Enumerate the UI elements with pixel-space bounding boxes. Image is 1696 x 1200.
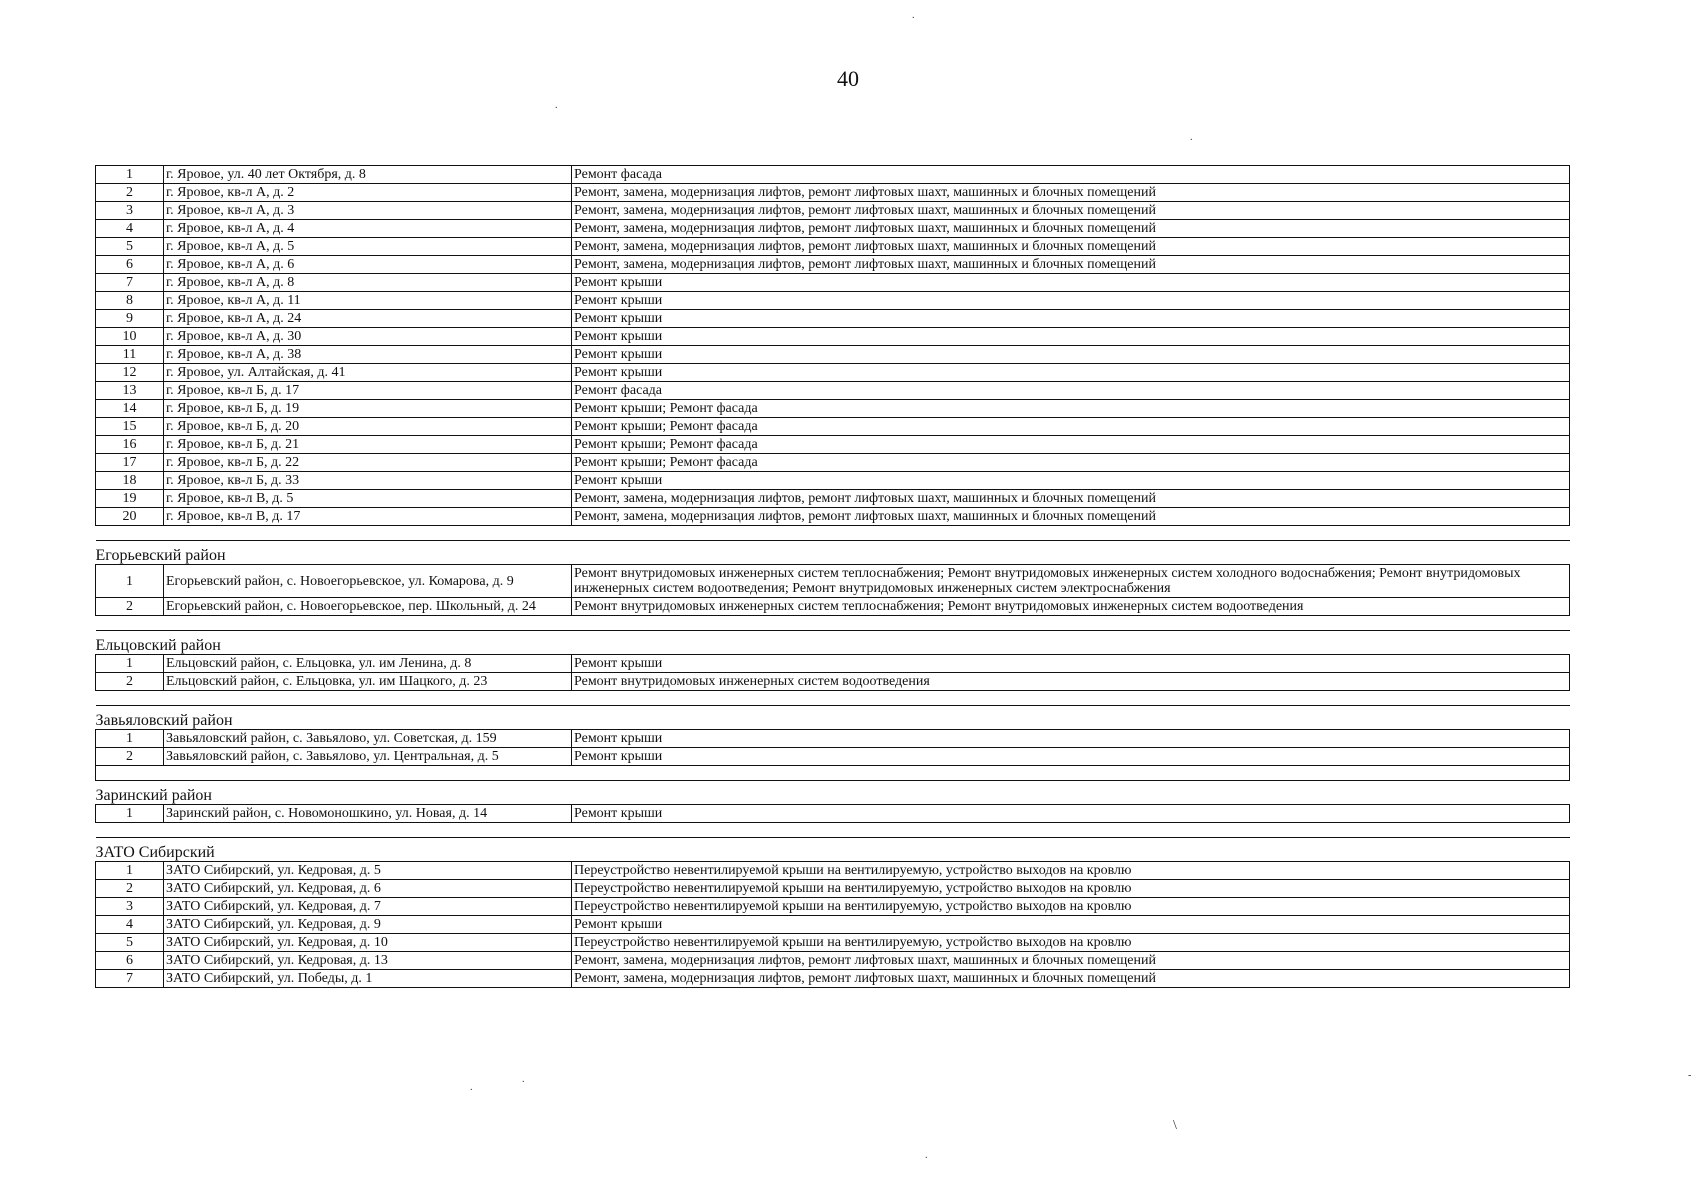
table-row — [96, 292, 1570, 310]
district-heading-row — [96, 706, 1570, 730]
table-row — [96, 220, 1570, 238]
scan-speck: \ — [1173, 1118, 1177, 1133]
row-address: Егорьевский район, с. Новоегорьевское, ул. Комарова, д. 9 — [164, 565, 572, 598]
row-work: Ремонт крыши — [572, 310, 1570, 328]
district-heading-row — [96, 838, 1570, 862]
row-number: 7 — [96, 274, 164, 292]
row-number: 3 — [96, 202, 164, 220]
row-work: Ремонт крыши — [572, 730, 1570, 748]
row-number: 1 — [96, 862, 164, 880]
row-address: г. Яровое, кв-л А, д. 38 — [164, 346, 572, 364]
row-address: ЗАТО Сибирский, ул. Кедровая, д. 10 — [164, 934, 572, 952]
table-row — [96, 202, 1570, 220]
row-work: Ремонт, замена, модернизация лифтов, ремонт лифтовых шахт, машинных и блочных помещений — [572, 952, 1570, 970]
row-number: 1 — [96, 805, 164, 823]
row-number: 7 — [96, 970, 164, 988]
district-heading: Заринский район — [96, 781, 1570, 805]
row-work: Ремонт крыши — [572, 472, 1570, 490]
row-address: г. Яровое, кв-л Б, д. 20 — [164, 418, 572, 436]
scan-speck: . — [470, 1082, 473, 1093]
row-work: Ремонт крыши; Ремонт фасада — [572, 454, 1570, 472]
table-row — [96, 748, 1570, 766]
table-row — [96, 862, 1570, 880]
row-work: Ремонт крыши; Ремонт фасада — [572, 400, 1570, 418]
row-work: Ремонт крыши — [572, 292, 1570, 310]
row-work: Ремонт внутридомовых инженерных систем теплоснабжения; Ремонт внутридомовых инженерных систем водоотведения — [572, 598, 1570, 616]
row-address: ЗАТО Сибирский, ул. Кедровая, д. 7 — [164, 898, 572, 916]
row-address: ЗАТО Сибирский, ул. Кедровая, д. 13 — [164, 952, 572, 970]
district-heading-row — [96, 781, 1570, 805]
row-work: Ремонт, замена, модернизация лифтов, ремонт лифтовых шахт, машинных и блочных помещений — [572, 184, 1570, 202]
row-address: г. Яровое, ул. 40 лет Октября, д. 8 — [164, 166, 572, 184]
row-address: г. Яровое, ул. Алтайская, д. 41 — [164, 364, 572, 382]
row-number: 2 — [96, 673, 164, 691]
table-row — [96, 490, 1570, 508]
table-row — [96, 166, 1570, 184]
table-row — [96, 454, 1570, 472]
table-row — [96, 274, 1570, 292]
row-address: Ельцовский район, с. Ельцовка, ул. им Шацкого, д. 23 — [164, 673, 572, 691]
row-address: г. Яровое, кв-л Б, д. 22 — [164, 454, 572, 472]
scan-speck: - — [1688, 1070, 1692, 1081]
row-address: г. Яровое, кв-л А, д. 30 — [164, 328, 572, 346]
row-number: 1 — [96, 730, 164, 748]
repair-table — [95, 165, 1570, 988]
row-work: Ремонт, замена, модернизация лифтов, ремонт лифтовых шахт, машинных и блочных помещений — [572, 202, 1570, 220]
row-number: 4 — [96, 916, 164, 934]
row-work: Ремонт, замена, модернизация лифтов, ремонт лифтовых шахт, машинных и блочных помещений — [572, 490, 1570, 508]
table-row — [96, 565, 1570, 598]
table-row — [96, 508, 1570, 526]
row-work: Ремонт внутридомовых инженерных систем теплоснабжения; Ремонт внутридомовых инженерных систем холодного водоснабжения; Ремонт внутридомовых инженерных систем водоотведения; Ремонт внутридомовых инженерных систем электроснабжения — [572, 565, 1570, 598]
spacer-cell — [96, 691, 1570, 706]
row-address: ЗАТО Сибирский, ул. Кедровая, д. 5 — [164, 862, 572, 880]
spacer-cell — [96, 823, 1570, 838]
row-address: г. Яровое, кв-л А, д. 8 — [164, 274, 572, 292]
table-row — [96, 898, 1570, 916]
row-address: Завьяловский район, с. Завьялово, ул. Советская, д. 159 — [164, 730, 572, 748]
row-number: 16 — [96, 436, 164, 454]
scan-speck: . — [912, 10, 915, 21]
row-number: 8 — [96, 292, 164, 310]
row-address: Заринский район, с. Новомоношкино, ул. Новая, д. 14 — [164, 805, 572, 823]
scan-speck: . — [555, 100, 558, 111]
row-number: 3 — [96, 898, 164, 916]
spacer-cell — [96, 526, 1570, 541]
row-address: г. Яровое, кв-л Б, д. 33 — [164, 472, 572, 490]
spacer-cell — [96, 616, 1570, 631]
row-address: Завьяловский район, с. Завьялово, ул. Центральная, д. 5 — [164, 748, 572, 766]
row-number: 1 — [96, 166, 164, 184]
table-row — [96, 970, 1570, 988]
table-row — [96, 472, 1570, 490]
row-number: 1 — [96, 565, 164, 598]
row-work: Ремонт внутридомовых инженерных систем водоотведения — [572, 673, 1570, 691]
row-address: г. Яровое, кв-л Б, д. 21 — [164, 436, 572, 454]
row-number: 9 — [96, 310, 164, 328]
row-work: Ремонт крыши — [572, 805, 1570, 823]
row-number: 2 — [96, 880, 164, 898]
repair-table-body — [96, 166, 1570, 988]
row-work: Ремонт, замена, модернизация лифтов, ремонт лифтовых шахт, машинных и блочных помещений — [572, 238, 1570, 256]
row-address: г. Яровое, кв-л А, д. 2 — [164, 184, 572, 202]
row-work: Ремонт фасада — [572, 382, 1570, 400]
table-row — [96, 598, 1570, 616]
row-work: Ремонт крыши; Ремонт фасада — [572, 436, 1570, 454]
row-address: ЗАТО Сибирский, ул. Кедровая, д. 9 — [164, 916, 572, 934]
table-row — [96, 256, 1570, 274]
table-row — [96, 238, 1570, 256]
district-heading: Завьяловский район — [96, 706, 1570, 730]
row-number: 20 — [96, 508, 164, 526]
table-row — [96, 328, 1570, 346]
row-address: г. Яровое, кв-л А, д. 4 — [164, 220, 572, 238]
row-number: 2 — [96, 748, 164, 766]
row-work: Ремонт, замена, модернизация лифтов, ремонт лифтовых шахт, машинных и блочных помещений — [572, 256, 1570, 274]
row-number: 18 — [96, 472, 164, 490]
row-work: Переустройство невентилируемой крыши на вентилируемую, устройство выходов на кровлю — [572, 862, 1570, 880]
spacer-cell — [96, 766, 1570, 781]
district-heading: Егорьевский район — [96, 541, 1570, 565]
scan-speck: . — [1190, 132, 1193, 143]
table-row — [96, 310, 1570, 328]
table-row — [96, 655, 1570, 673]
page-number: 40 — [837, 66, 859, 91]
row-address: ЗАТО Сибирский, ул. Победы, д. 1 — [164, 970, 572, 988]
section-spacer — [96, 691, 1570, 706]
table-row — [96, 730, 1570, 748]
section-spacer — [96, 616, 1570, 631]
table-row — [96, 436, 1570, 454]
row-number: 11 — [96, 346, 164, 364]
district-heading-row — [96, 541, 1570, 565]
district-heading: Ельцовский район — [96, 631, 1570, 655]
row-number: 4 — [96, 220, 164, 238]
table-row — [96, 418, 1570, 436]
row-number: 2 — [96, 598, 164, 616]
table-row — [96, 382, 1570, 400]
table-row — [96, 934, 1570, 952]
row-work: Ремонт крыши — [572, 346, 1570, 364]
row-number: 14 — [96, 400, 164, 418]
table-row — [96, 346, 1570, 364]
row-address: Ельцовский район, с. Ельцовка, ул. им Ленина, д. 8 — [164, 655, 572, 673]
row-address: г. Яровое, кв-л А, д. 6 — [164, 256, 572, 274]
row-work: Ремонт крыши — [572, 274, 1570, 292]
row-number: 17 — [96, 454, 164, 472]
row-address: г. Яровое, кв-л А, д. 24 — [164, 310, 572, 328]
row-work: Ремонт крыши — [572, 364, 1570, 382]
district-heading-row — [96, 631, 1570, 655]
row-number: 1 — [96, 655, 164, 673]
row-work: Ремонт крыши — [572, 748, 1570, 766]
repair-register — [95, 165, 1570, 988]
table-row — [96, 400, 1570, 418]
row-work: Переустройство невентилируемой крыши на вентилируемую, устройство выходов на кровлю — [572, 880, 1570, 898]
row-number: 12 — [96, 364, 164, 382]
row-number: 5 — [96, 934, 164, 952]
row-work: Ремонт крыши — [572, 655, 1570, 673]
row-work: Ремонт крыши — [572, 328, 1570, 346]
section-spacer — [96, 766, 1570, 781]
row-address: г. Яровое, кв-л Б, д. 17 — [164, 382, 572, 400]
row-address: ЗАТО Сибирский, ул. Кедровая, д. 6 — [164, 880, 572, 898]
row-number: 5 — [96, 238, 164, 256]
district-heading: ЗАТО Сибирский — [96, 838, 1570, 862]
row-address: г. Яровое, кв-л Б, д. 19 — [164, 400, 572, 418]
row-work: Ремонт, замена, модернизация лифтов, ремонт лифтовых шахт, машинных и блочных помещений — [572, 970, 1570, 988]
row-number: 6 — [96, 256, 164, 274]
row-number: 15 — [96, 418, 164, 436]
row-work: Ремонт фасада — [572, 166, 1570, 184]
table-row — [96, 673, 1570, 691]
table-row — [96, 805, 1570, 823]
scan-speck: . — [522, 1074, 525, 1085]
row-work: Ремонт, замена, модернизация лифтов, ремонт лифтовых шахт, машинных и блочных помещений — [572, 508, 1570, 526]
row-address: г. Яровое, кв-л А, д. 3 — [164, 202, 572, 220]
row-number: 19 — [96, 490, 164, 508]
table-row — [96, 916, 1570, 934]
row-number: 10 — [96, 328, 164, 346]
table-row — [96, 880, 1570, 898]
row-number: 13 — [96, 382, 164, 400]
row-address: г. Яровое, кв-л А, д. 11 — [164, 292, 572, 310]
row-address: г. Яровое, кв-л В, д. 17 — [164, 508, 572, 526]
row-address: г. Яровое, кв-л А, д. 5 — [164, 238, 572, 256]
row-number: 2 — [96, 184, 164, 202]
scan-speck: . — [925, 1150, 928, 1161]
section-spacer — [96, 526, 1570, 541]
row-work: Ремонт, замена, модернизация лифтов, ремонт лифтовых шахт, машинных и блочных помещений — [572, 220, 1570, 238]
table-row — [96, 184, 1570, 202]
row-work: Переустройство невентилируемой крыши на вентилируемую, устройство выходов на кровлю — [572, 898, 1570, 916]
row-work: Переустройство невентилируемой крыши на вентилируемую, устройство выходов на кровлю — [572, 934, 1570, 952]
row-number: 6 — [96, 952, 164, 970]
table-row — [96, 952, 1570, 970]
table-row — [96, 364, 1570, 382]
row-work: Ремонт крыши; Ремонт фасада — [572, 418, 1570, 436]
row-address: Егорьевский район, с. Новоегорьевское, пер. Школьный, д. 24 — [164, 598, 572, 616]
row-work: Ремонт крыши — [572, 916, 1570, 934]
section-spacer — [96, 823, 1570, 838]
row-address: г. Яровое, кв-л В, д. 5 — [164, 490, 572, 508]
